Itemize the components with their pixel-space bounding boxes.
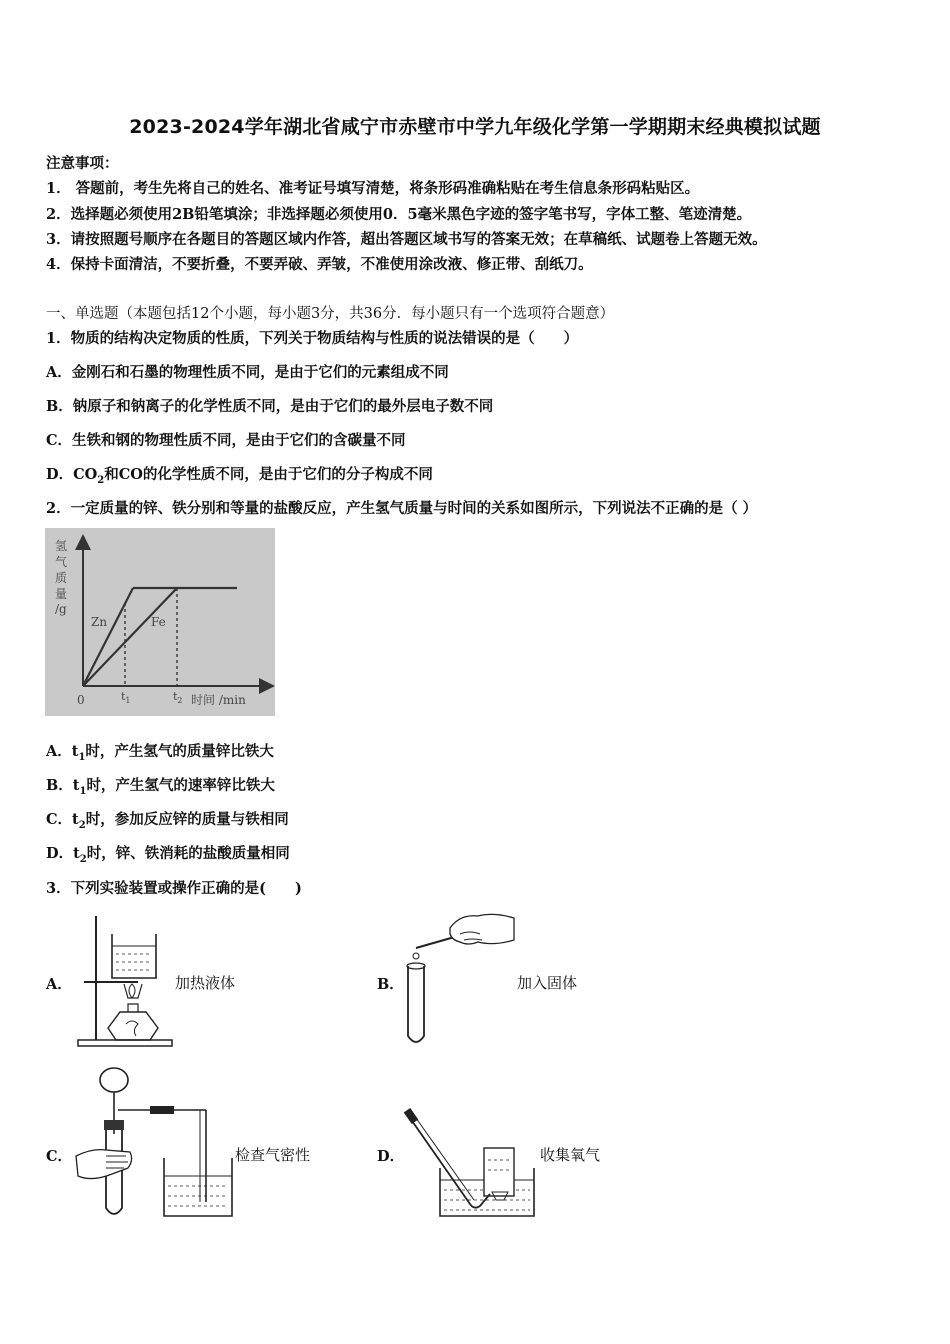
q1-d-text: D．CO xyxy=(46,466,98,483)
q2-a-text: A．t xyxy=(46,743,79,760)
q3-b-label: B． xyxy=(377,976,404,993)
y-label-3: 质 xyxy=(55,571,68,585)
q3-c-label: C． xyxy=(46,1148,73,1165)
q2-a-sub: 1 xyxy=(78,751,86,763)
q2-c-sub: 2 xyxy=(78,819,86,831)
q3-a-label: A． xyxy=(46,976,72,993)
origin-label: 0 xyxy=(77,693,85,707)
page-title: 2023-2024学年湖北省咸宁市赤壁市中学九年级化学第一学期期末经典模拟试题 xyxy=(129,116,821,138)
q2-c-text-2: 时，参加反应锌的质量与铁相同 xyxy=(85,811,289,828)
heating-liquid-figure xyxy=(76,912,176,1050)
notice-item-2: 2．选择题必须使用2B铅笔填涂；非选择题必须使用0．5毫米黑色字迹的签字笔书写，字体工整、笔迹清楚。 xyxy=(46,206,752,223)
t1-sub: 1 xyxy=(125,696,131,705)
q2-d-sub: 2 xyxy=(79,853,87,865)
q1-d-sub: 2 xyxy=(97,474,105,486)
x-label: 时间 /min xyxy=(191,693,246,707)
adding-solid-svg xyxy=(398,906,518,1051)
y-label-1: 氢 xyxy=(55,539,68,553)
q2-d-text: D．t xyxy=(46,845,80,862)
q3-c-caption: 检查气密性 xyxy=(235,1146,311,1164)
q1-option-d xyxy=(46,463,433,486)
notice-item-3: 3．请按照题号顺序在各题目的答题区域内作答，超出答题区域书写的答案无效；在草稿纸、试题卷上答题无效。 xyxy=(46,231,767,248)
fe-line xyxy=(83,588,177,686)
q1-option-c: C．生铁和钢的物理性质不同，是由于它们的含碳量不同 xyxy=(46,432,406,449)
notice-item-1: 1． 答题前，考生先将自己的姓名、准考证号填写清楚，将条形码准确粘贴在考生信息条形码粘贴区。 xyxy=(46,180,700,197)
section-heading: 一、单选题（本题包括12个小题，每小题3分，共36分．每小题只有一个选项符合题意） xyxy=(46,306,615,322)
fe-label: Fe xyxy=(151,615,166,629)
heating-liquid-svg xyxy=(76,912,176,1050)
airtightness-svg xyxy=(72,1064,238,1224)
t2-sub: 2 xyxy=(177,696,183,705)
y-unit: /g xyxy=(55,602,67,616)
zn-label: Zn xyxy=(91,615,108,629)
q1-stem: 1．物质的结构决定物质的性质，下列关于物质结构与性质的说法错误的是（ ） xyxy=(46,330,579,347)
q2-stem: 2．一定质量的锌、铁分别和等量的盐酸反应，产生氢气质量与时间的关系如图所示，下列说法不正确的是（ ） xyxy=(46,500,758,517)
adding-solid-figure xyxy=(398,906,518,1051)
q3-d-label: D． xyxy=(377,1148,405,1165)
hydrogen-time-graph xyxy=(45,528,275,716)
q2-option-a xyxy=(46,740,274,763)
airtightness-figure xyxy=(72,1064,238,1224)
q2-b-text-2: 时，产生氢气的速率锌比铁大 xyxy=(86,777,275,794)
q3-stem: 3．下列实验装置或操作正确的是( ) xyxy=(46,880,302,897)
q2-a-text-2: 时，产生氢气的质量锌比铁大 xyxy=(85,743,274,760)
q1-option-b: B．钠原子和钠离子的化学性质不同，是由于它们的最外层电子数不同 xyxy=(46,398,494,415)
q2-option-c xyxy=(46,808,289,831)
q2-c-text: C．t xyxy=(46,811,79,828)
graph-svg xyxy=(45,528,275,716)
t1-letter: t xyxy=(121,690,126,703)
notice-heading: 注意事项： xyxy=(46,155,119,172)
q2-b-sub: 1 xyxy=(79,785,87,797)
t2-label xyxy=(173,690,183,705)
y-label-4: 量 xyxy=(55,587,68,601)
q2-d-text-2: 时，锌、铁消耗的盐酸质量相同 xyxy=(86,845,290,862)
q2-option-d xyxy=(46,842,290,865)
q2-b-text: B．t xyxy=(46,777,80,794)
y-label-2: 气 xyxy=(55,555,68,569)
q1-option-a: A．金刚石和石墨的物理性质不同，是由于它们的元素组成不同 xyxy=(46,364,449,381)
t2-letter: t xyxy=(173,690,178,703)
q3-b-caption: 加入固体 xyxy=(517,974,578,992)
q3-a-caption: 加热液体 xyxy=(175,974,236,992)
collect-oxygen-figure xyxy=(400,1108,540,1224)
q1-d-text-2: 和CO的化学性质不同，是由于它们的分子构成不同 xyxy=(104,466,433,483)
collect-oxygen-svg xyxy=(400,1108,540,1224)
q2-option-b xyxy=(46,774,275,797)
notice-item-4: 4．保持卡面清洁，不要折叠，不要弄破、弄皱，不准使用涂改液、修正带、刮纸刀。 xyxy=(46,256,593,273)
q3-d-caption: 收集氧气 xyxy=(540,1146,601,1164)
t1-label xyxy=(121,690,131,705)
